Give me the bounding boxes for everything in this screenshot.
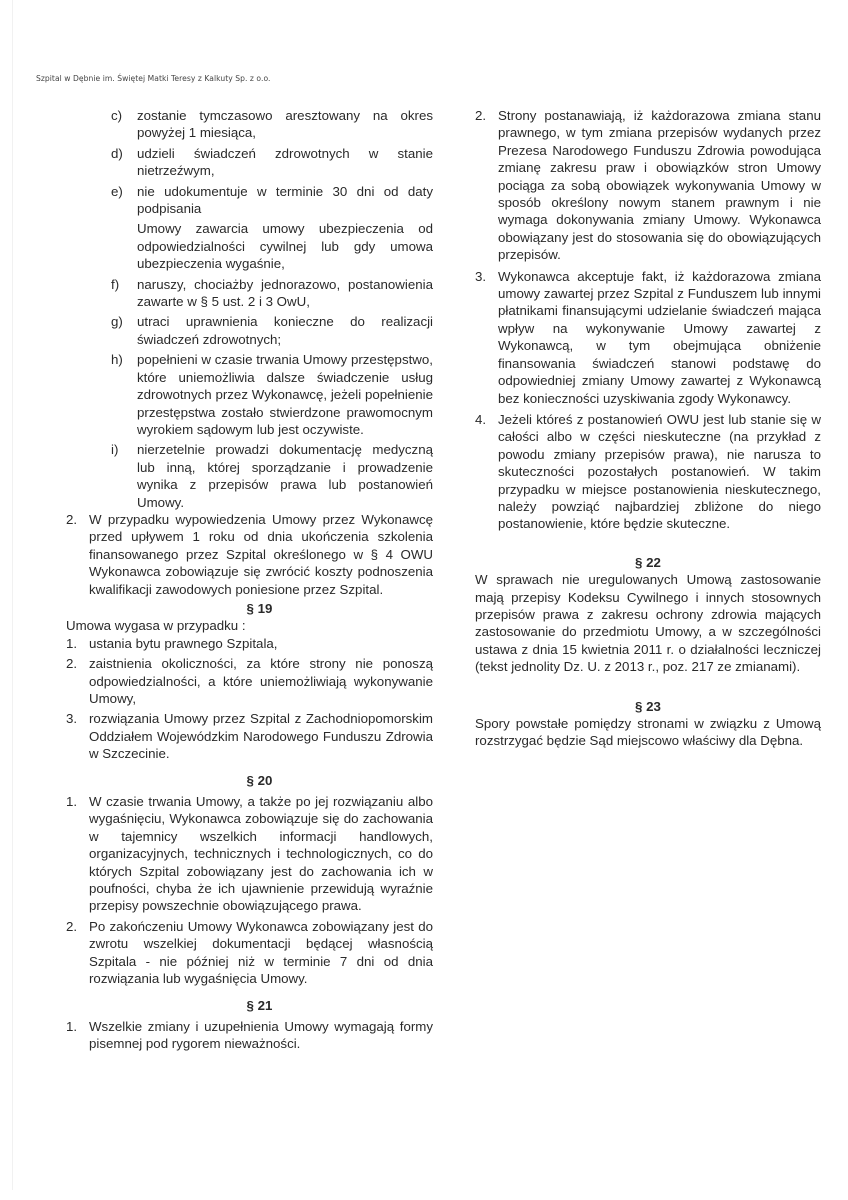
list-item-g: [86, 313, 433, 348]
item-marker: e): [111, 183, 123, 199]
s21-item-2: [475, 107, 821, 264]
item-text: nierzetelnie prowadzi dokumentację medyczną lub inną, której sporządzanie i prowadzenie wynika z przepisów prawa lub postanowień Umowy.: [137, 442, 433, 510]
left-column: [66, 107, 433, 1053]
section-heading-21: § 21: [246, 997, 273, 1013]
item-marker: 3.: [475, 268, 487, 284]
list-item-e-continuation: [86, 220, 433, 272]
item-text: Wszelkie zmiany i uzupełnienia Umowy wymagają formy pisemnej pod rygorem nieważności.: [89, 1018, 433, 1052]
item-text: nie udokumentuje w terminie 30 dni od daty podpisania: [137, 183, 433, 217]
s19-item-3: [66, 710, 433, 762]
item-marker: h): [111, 352, 123, 368]
s19-item-2: [66, 655, 433, 707]
item-text: utraci uprawnienia konieczne do realizacji świadczeń zdrowotnych;: [137, 314, 433, 347]
list-item-i: [86, 441, 433, 511]
item-text: W czasie trwania Umowy, a także po jej rozwiązaniu albo wygaśnięciu, Wykonawca zobowiązuje się do zachowania w tajemnicy wszelkich informacji handlowych, organizacyjnych, technicznych i technologicznych, co do których Szpital zobowiązany jest do zachowania ich w poufności, chyba że ich ujawnienie przewidują wyraźnie przepisy powszechnie obowiązującego prawa.: [89, 794, 433, 914]
item-text: W przypadku wypowiedzenia Umowy przez Wykonawcę przed upływem 1 roku od dnia ukończenia szkolenia finansowanego przez Szpital określonego w § 4 OWU Wykonawca zobowiązuje się zwrócić koszty podnoszenia kwalifikacji zawodowych poniesione przez Szpital.: [89, 511, 433, 597]
list-item-d: [86, 145, 433, 180]
s18-point-2: [66, 511, 433, 598]
item-marker: i): [111, 442, 119, 458]
s21-item-3: [475, 268, 821, 407]
s22-text: W sprawach nie uregulowanych Umową zastosowanie mają przepisy Kodeksu Cywilnego i innych stosownych przepisów prawa z zakresu ochrony zdrowia mających zastosowanie do przedmiotu Umowy, a w szczególności ustawa z dnia 15 kwietnia 2011 r. o działalności leczniczej (tekst jednolity Dz. U. z 2013 r., poz. 217 ze zmianami).: [475, 572, 821, 675]
list-item-e: [86, 183, 433, 218]
section-heading-20: § 20: [246, 772, 273, 788]
item-text: ustania bytu prawnego Szpitala,: [89, 635, 278, 651]
item-marker: 1.: [66, 635, 78, 651]
section-heading-23: § 23: [635, 698, 661, 714]
page-header: Szpital w Dębnie im. Świętej Matki Teresy z Kalkuty Sp. z o.o.: [36, 74, 271, 83]
item-text: Jeżeli któreś z postanowień OWU jest lub stanie się w całości albo w części nieskuteczne (na przykład z powodu zmiany przepisów prawa), nie narusza to skuteczności pozostałych postanowień. W takim przypadku w miejsce postanowienia nieskutecznego, należy powziąć najbardziej zbliżone do niego postanowienie, które będzie skuteczne.: [498, 411, 821, 532]
item-text: popełnieni w czasie trwania Umowy przestępstwo, które uniemożliwia dalsze świadczenie usług zdrowotnych przez Wykonawcę, jeżeli popełnienie przestępstwa zostało stwierdzone prawomocnym wyrokiem sądowym lub jest oczywiste.: [137, 352, 433, 437]
s23-text: Spory powstałe pomiędzy stronami w związku z Umową rozstrzygać będzie Sąd miejscowo właściwy dla Dębna.: [475, 716, 821, 749]
s19-intro: Umowa wygasa w przypadku :: [66, 618, 246, 634]
list-item-h: [86, 351, 433, 438]
s20-item-1: [66, 793, 433, 915]
item-marker: d): [111, 145, 123, 161]
s21-item-4: [475, 411, 821, 533]
item-text: Po zakończeniu Umowy Wykonawca zobowiązany jest do zwrotu wszelkiej dokumentacji będącej własnością Szpitala - nie później niż w terminie 7 dni od dnia rozwiązania lub wygaśnięcia Umowy.: [89, 918, 433, 987]
s19-item-1: [66, 635, 433, 652]
item-marker: c): [111, 108, 123, 123]
item-marker: 1.: [66, 1018, 78, 1034]
item-marker: 3.: [66, 711, 78, 727]
s21-item-1: [66, 1018, 433, 1053]
page-edge: [12, 0, 13, 1190]
item-marker: 2.: [66, 656, 78, 672]
item-text: Strony postanawiają, iż każdorazowa zmiana stanu prawnego, w tym zmiana przepisów wydanych przez Prezesa Narodowego Funduszu Zdrowia powodująca zmianę zakresu praw i obowiązków stron Umowy pociąga za sobą obowiązek wykonywania Umowy w sposób określony nowym stanem prawnym i nie wymaga dokonywania zmiany Umowy. Wykonawca obowiązany jest do stosowania się do obowiązujących przepisów.: [498, 108, 821, 263]
item-text: naruszy, chociażby jednorazowo, postanowienia zawarte w § 5 ust. 2 i 3 OwU,: [137, 276, 433, 310]
item-text: udzieli świadczeń zdrowotnych w stanie nietrzeźwym,: [137, 145, 433, 179]
section-heading-22: § 22: [635, 554, 661, 570]
item-marker: 4.: [475, 411, 487, 427]
right-column: [475, 107, 821, 750]
item-marker: f): [111, 276, 120, 292]
item-marker: 1.: [66, 794, 78, 810]
s20-item-2: [66, 918, 433, 988]
item-marker: g): [111, 314, 123, 330]
item-marker: 2.: [66, 918, 78, 934]
list-item-f: [86, 276, 433, 311]
item-text: Umowy zawarcia umowy ubezpieczenia od odpowiedzialności cywilnej lub gdy umowa ubezpieczenia wygaśnie,: [137, 221, 433, 272]
item-text: Wykonawca akceptuje fakt, iż każdorazowa zmiana umowy zawartej przez Szpital z Funduszem lub innymi płatnikami finansującymi udzielanie świadczeń mająca wpływ na wykonywanie Umowy zawartej z Wykonawcą, w tym obejmująca obniżenie finansowania świadczeń stanowi podstawę do odpowiedniej zmiany Umowy zawartej z Wykonawcą bez konieczności uzyskiwania zgody Wykonawcy.: [498, 268, 821, 406]
item-marker: 2.: [475, 108, 487, 123]
item-text: rozwiązania Umowy przez Szpital z Zachodniopomorskim Oddziałem Wojewódzkim Narodowego Funduszu Zdrowia w Szczecinie.: [89, 711, 433, 762]
item-marker: 2.: [66, 511, 78, 527]
item-text: zostanie tymczasowo aresztowany na okres powyżej 1 miesiąca,: [137, 108, 433, 141]
item-text: zaistnienia okoliczności, za które strony nie ponoszą odpowiedzialności, a które uniemożliwiają wykonywanie Umowy,: [89, 656, 433, 706]
list-item-c: [86, 107, 433, 142]
section-heading-19: § 19: [246, 600, 273, 616]
